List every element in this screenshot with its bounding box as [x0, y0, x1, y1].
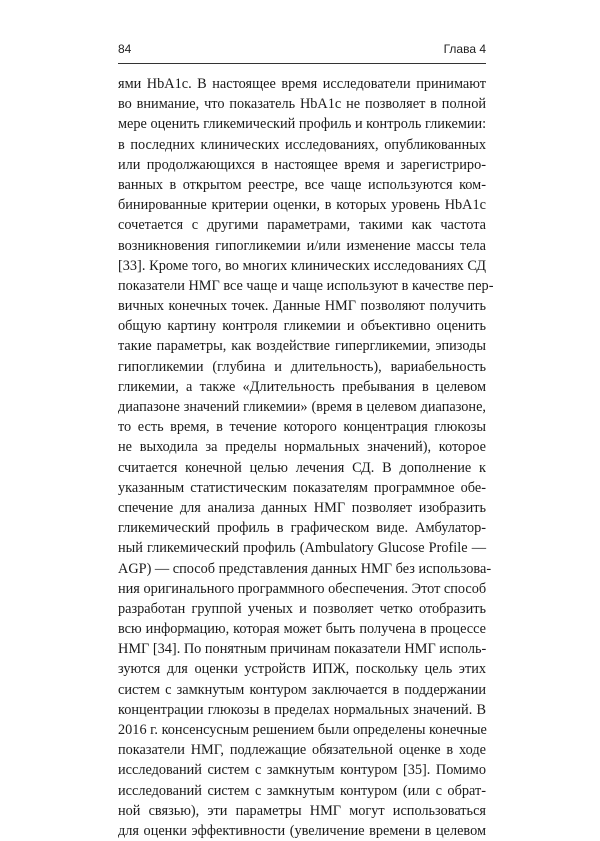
text-line: показатели НМГ, подлежащие обязательной оценке в ходе: [118, 742, 486, 759]
text-line: гликемический профиль в графическом виде. Амбулатор-: [118, 520, 486, 537]
text-line: исследований систем с замкнутым контуром [35]. Помимо: [118, 762, 486, 779]
body-text: [118, 74, 494, 841]
page-number: 84: [118, 42, 132, 56]
text-line: сочетается с другими параметрами, такими как частота: [118, 217, 486, 234]
text-line: бинированные критерии оценки, в которых уровень HbA1c: [118, 197, 486, 214]
text-line: возникновения гипогликемии и/или изменение массы тела: [118, 237, 486, 254]
text-line: не выходила за пределы нормальных значений), которое: [118, 439, 486, 456]
text-line: разработан группой ученых и позволяет четко отобразить: [118, 600, 486, 617]
text-line: ния оригинального программного обеспечения. Этот способ: [118, 580, 487, 597]
text-line: считается конечной целью лечения СД. В дополнение к: [118, 459, 486, 476]
text-line: в последних клинических исследованиях, опубликованных: [118, 136, 486, 153]
header-rule: [118, 63, 486, 64]
text-line: 2016 г. консенсусным решением были определены конечные: [118, 722, 487, 738]
text-line: ванных в открытом реестре, все чаще используются ком-: [118, 176, 486, 193]
chapter-title: Глава 4: [443, 42, 486, 56]
text-line: AGP) — способ представления данных НМГ без использова-: [118, 560, 492, 577]
text-line: систем с замкнутым контуром заключается в поддержании: [118, 681, 486, 698]
text-line: ями HbA1c. В настоящее время исследователи принимают: [118, 76, 486, 92]
text-line: такие параметры, как воздействие гипергликемии, эпизоды: [118, 338, 486, 355]
text-line: ный гликемический профиль (Ambulatory Glucose Profile —: [118, 540, 486, 557]
text-line: указанным статистическим показателям программное обе-: [118, 479, 486, 496]
text-line: спечение для анализа данных НМГ позволяет изобразить: [118, 499, 486, 516]
text-line: НМГ [34]. По понятным причинам показатели НМГ исполь-: [118, 641, 487, 658]
text-line: зуются для оценки устройств ИПЖ, поскольку цель этих: [118, 661, 486, 678]
text-line: ной связью), эти параметры НМГ могут использоваться: [118, 802, 486, 819]
text-line: [33]. Кроме того, во многих клинических исследованиях СД: [118, 257, 486, 274]
text-line: всю информацию, которая может быть получена в процессе: [118, 621, 486, 638]
text-line: для оценки эффективности (увеличение времени в целевом: [118, 822, 486, 839]
text-line: показатели НМГ все чаще и чаще используют в качестве пер-: [118, 277, 494, 294]
text-line: общую картину контроля гликемии и объективно оценить: [118, 318, 486, 335]
running-head: [118, 42, 486, 60]
text-line: концентрации глюкозы в пределах нормальных значений. В: [118, 701, 486, 718]
text-line: мере оценить гликемический профиль и контроль гликемии:: [118, 116, 487, 133]
text-line: во внимание, что показатель HbA1c не позволяет в полной: [118, 96, 486, 113]
text-line: то есть время, в течение которого концентрация глюкозы: [118, 419, 486, 436]
text-line: или продолжающихся в настоящее время и зарегистриро-: [118, 156, 486, 173]
text-line: гипогликемии (глубина и длительность), вариабельность: [118, 358, 486, 375]
text-line: исследований систем с замкнутым контуром (или с обрат-: [118, 782, 486, 799]
text-line: вичных конечных точек. Данные НМГ позволяют получить: [118, 298, 486, 315]
text-line: гликемии, а также «Длительность пребывания в целевом: [118, 378, 486, 395]
text-line: диапазоне значений гликемии» (время в целевом диапазоне,: [118, 399, 486, 415]
